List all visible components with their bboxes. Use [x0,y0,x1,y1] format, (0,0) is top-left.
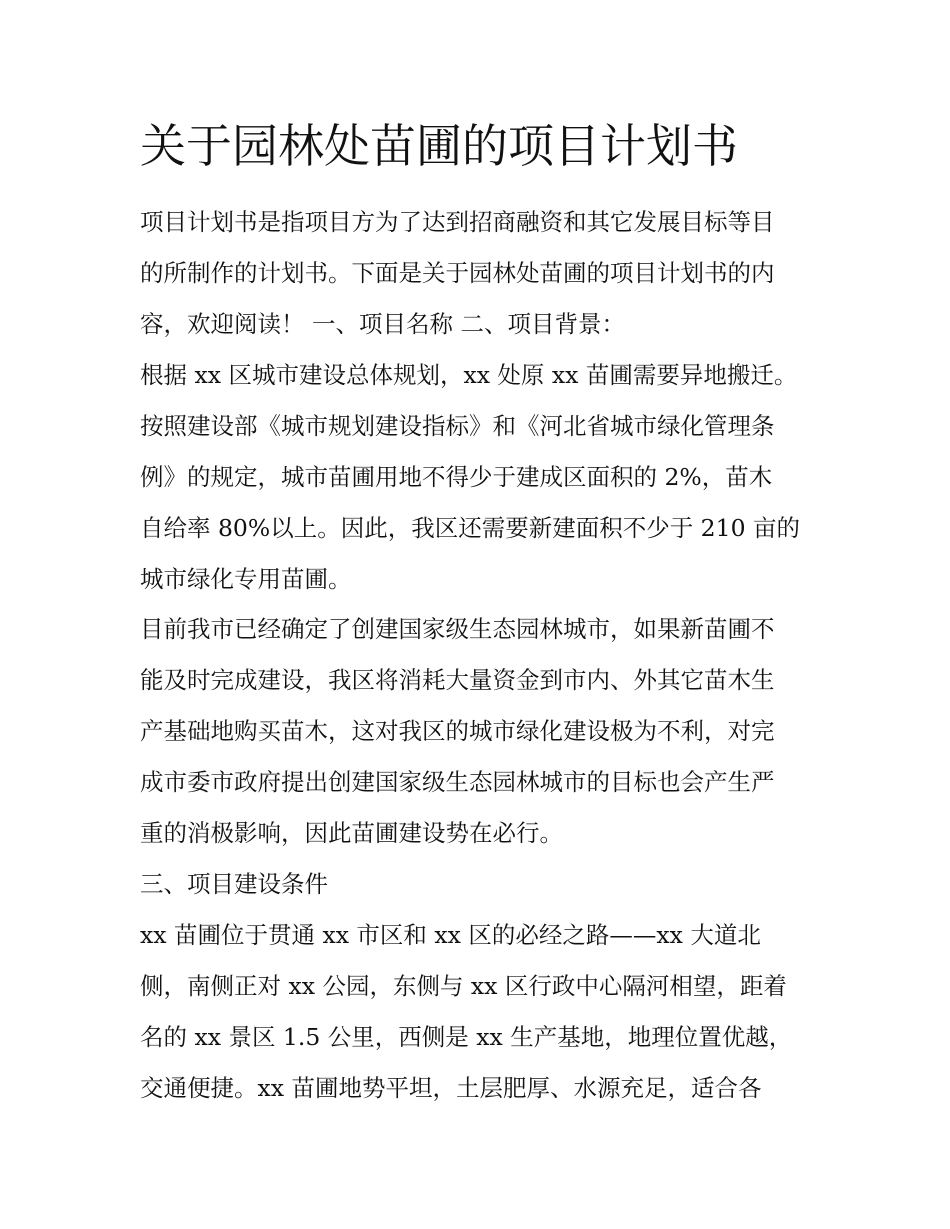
body-line: 按照建设部《城市规划建设指标》和《河北省城市绿化管理条 [140,412,775,440]
body-line: xx 苗圃位于贯通 xx 市区和 xx 区的必经之路——xx 大道北 [140,921,761,949]
body-line: 目前我市已经确定了创建国家级生态园林城市，如果新苗圃不 [140,615,775,643]
document-title: 关于园林处苗圃的项目计划书 [140,119,738,173]
body-line: 名的 xx 景区 1.5 公里，西侧是 xx 生产基地，地理位置优越， [140,1023,793,1051]
body-line: 根据 xx 区城市建设总体规划，xx 处原 xx 苗圃需要异地搬迁。 [140,361,798,389]
body-line: 的所制作的计划书。下面是关于园林处苗圃的项目计划书的内 [140,259,775,287]
body-line: 侧，南侧正对 xx 公园，东侧与 xx 区行政中心隔河相望，距着 [140,972,787,1000]
body-line: 城市绿化专用苗圃。 [140,565,352,593]
body-line: 例》的规定，城市苗圃用地不得少于建成区面积的 2%，苗木 [140,463,773,491]
body-line: 项目计划书是指项目方为了达到招商融资和其它发展目标等目 [140,208,775,236]
body-line: 容，欢迎阅读！ 一、项目名称 二、项目背景： [140,310,625,338]
body-line: 自给率 80%以上。因此，我区还需要新建面积不少于 210 亩的 [140,514,800,542]
body-line: 成市委市政府提出创建国家级生态园林城市的目标也会产生严 [140,768,775,796]
section-heading: 三、项目建设条件 [140,870,328,898]
body-line: 产基础地购买苗木，这对我区的城市绿化建设极为不利，对完 [140,717,775,745]
body-line: 重的消极影响，因此苗圃建设势在必行。 [140,819,563,847]
body-line: 能及时完成建设，我区将消耗大量资金到市内、外其它苗木生 [140,666,775,694]
body-line: 交通便捷。xx 苗圃地势平坦，土层肥厚、水源充足，适合各 [140,1074,762,1102]
